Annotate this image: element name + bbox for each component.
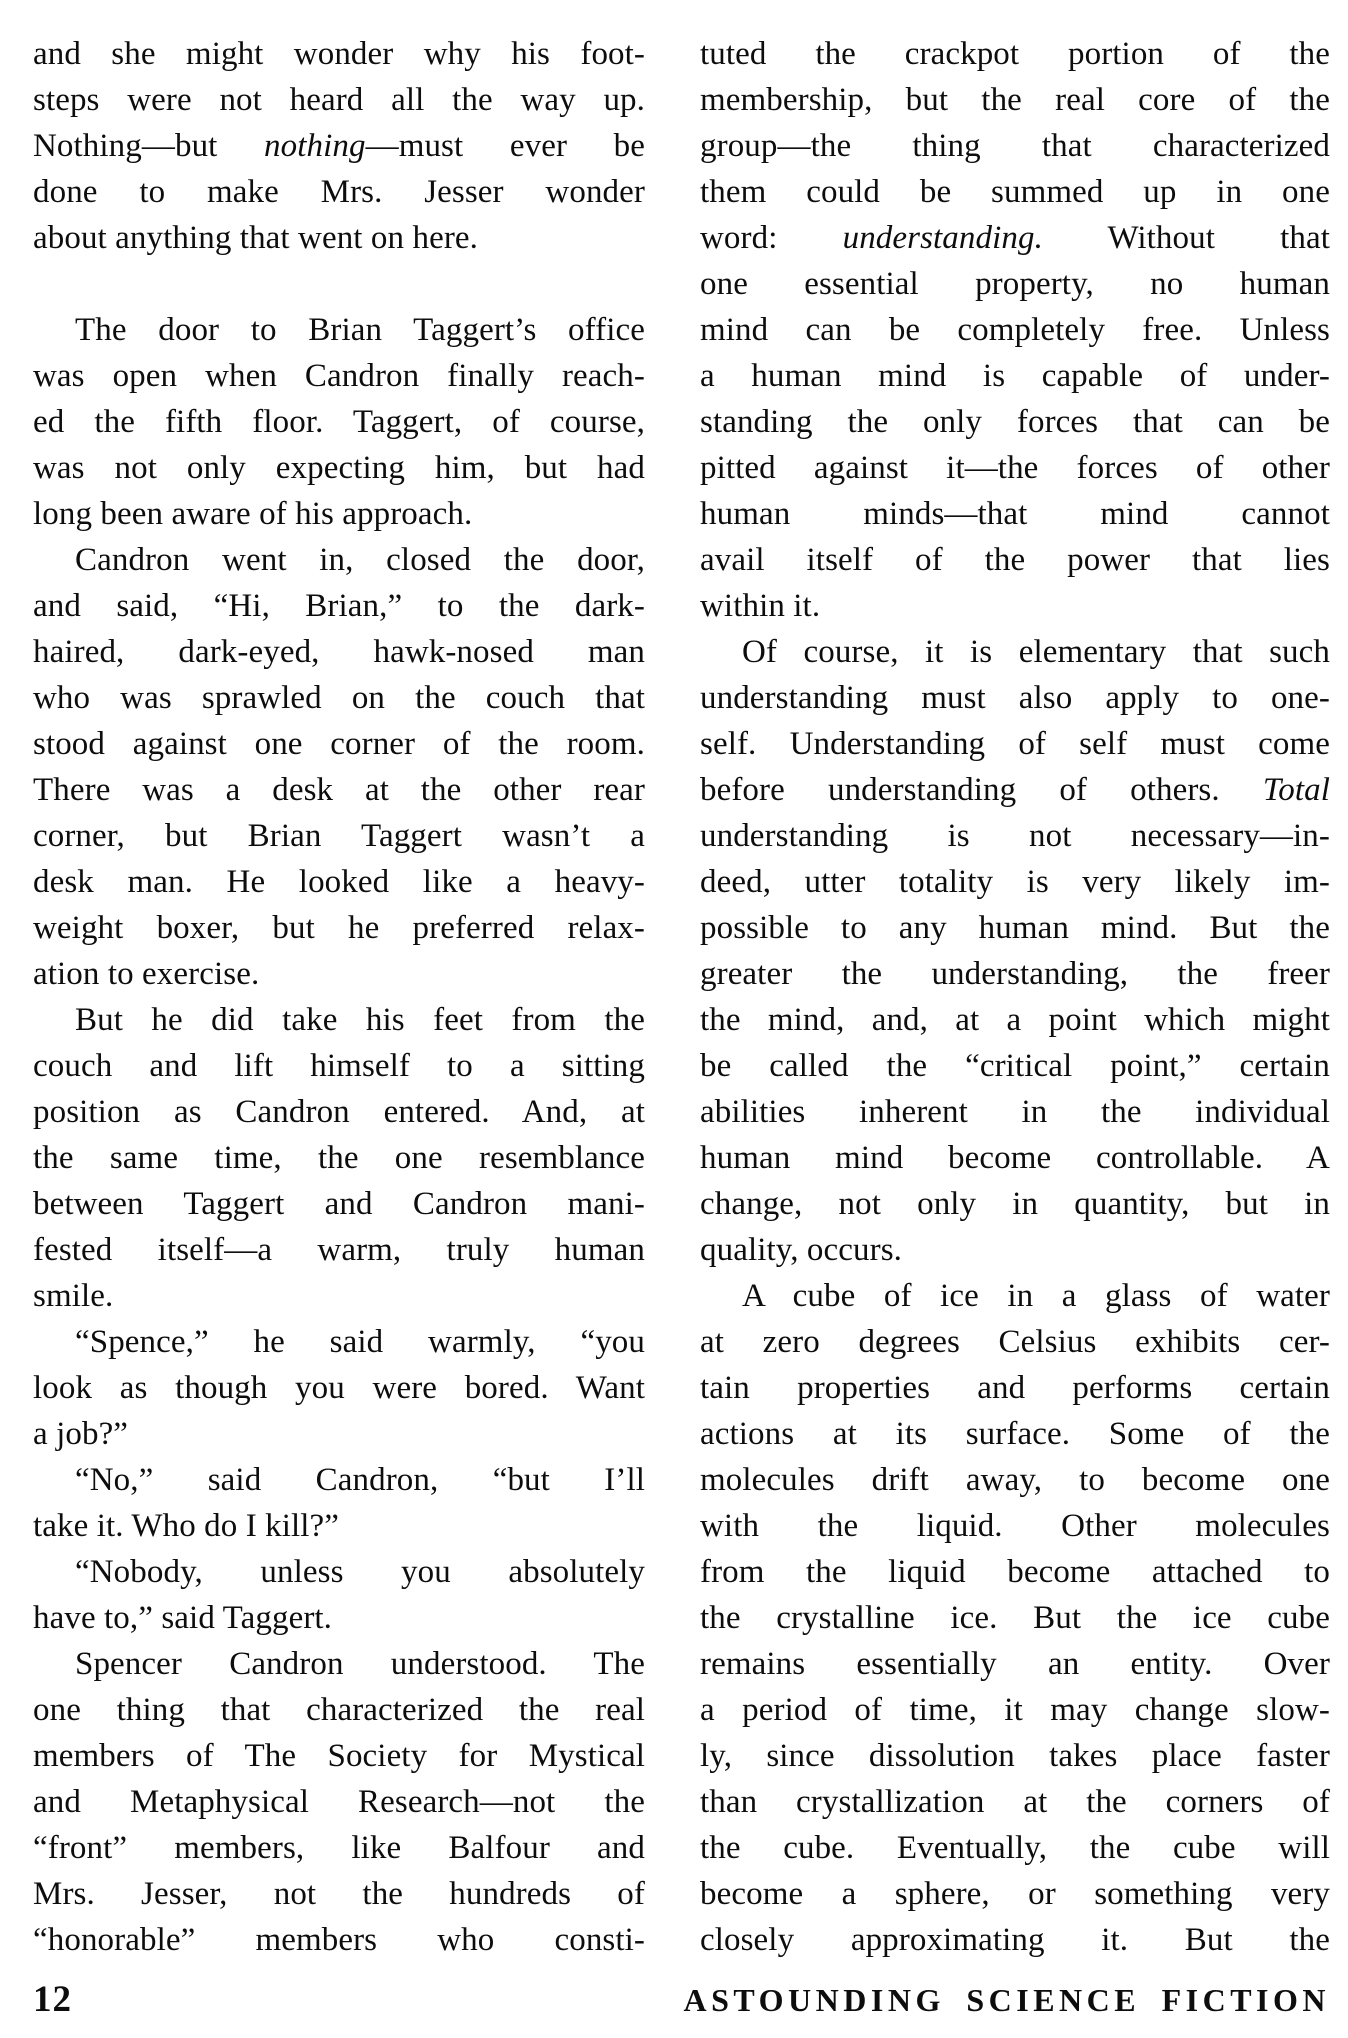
text-segment: fested itself—a warm, truly human [33, 1232, 645, 1268]
text-segment: a period of time, it may change slow- [700, 1692, 1330, 1728]
text-line [700, 1135, 1330, 1181]
italic-text-segment: understanding. [842, 220, 1043, 256]
text-line [33, 1411, 645, 1457]
text-segment: weight boxer, but he preferred relax- [33, 910, 645, 946]
text-segment: abilities inherent in the individual [700, 1094, 1330, 1130]
text-segment: take it. Who do I kill?” [33, 1508, 340, 1544]
text-line [700, 1227, 1330, 1273]
text-segment: avail itself of the power that lies [700, 542, 1330, 578]
text-line [33, 1595, 645, 1641]
text-line [700, 675, 1330, 721]
text-segment: word: [700, 220, 843, 256]
text-line [33, 537, 645, 583]
text-segment: have to,” said Taggert. [33, 1600, 333, 1636]
text-line [33, 1917, 645, 1963]
text-segment: human minds—that mind cannot [700, 496, 1330, 532]
text-line [33, 1733, 645, 1779]
text-segment: and said, “Hi, Brian,” to the dark- [33, 588, 645, 624]
paragraph [33, 537, 645, 997]
text-segment: possible to any human mind. But the [700, 910, 1330, 946]
text-line [33, 353, 645, 399]
text-line [33, 1365, 645, 1411]
paragraph [33, 1319, 645, 1457]
text-segment: position as Candron entered. And, at [33, 1094, 645, 1130]
text-segment: than crystallization at the corners of [700, 1784, 1330, 1820]
text-segment: corner, but Brian Taggert wasn’t a [33, 818, 645, 854]
text-segment: ation to exercise. [33, 956, 260, 992]
text-segment: A cube of ice in a glass of water [742, 1278, 1330, 1314]
text-segment: haired, dark-eyed, hawk-nosed man [33, 634, 645, 670]
text-segment: become a sphere, or something very [700, 1876, 1330, 1912]
paragraph [33, 31, 645, 261]
text-segment: pitted against it—the forces of other [700, 450, 1330, 486]
text-line [33, 675, 645, 721]
text-segment: Mrs. Jesser, not the hundreds of [33, 1876, 645, 1912]
text-line [700, 307, 1330, 353]
text-segment: ed the fifth floor. Taggert, of course, [33, 404, 645, 440]
text-line [700, 997, 1330, 1043]
italic-text-segment: Total [1262, 772, 1330, 808]
text-segment: membership, but the real core of the [700, 82, 1330, 118]
text-segment: But he did take his feet from the [75, 1002, 645, 1038]
paragraph [700, 1273, 1330, 1963]
text-line [700, 537, 1330, 583]
text-line [33, 859, 645, 905]
text-line [33, 1503, 645, 1549]
text-line [33, 1779, 645, 1825]
text-line [700, 1595, 1330, 1641]
page-number: 12 [33, 1979, 72, 2020]
text-segment: a human mind is capable of under- [700, 358, 1330, 394]
text-line [700, 1825, 1330, 1871]
paragraph [33, 1641, 645, 1963]
text-segment: a job?” [33, 1416, 129, 1452]
text-segment: There was a desk at the other rear [33, 772, 645, 808]
text-line [33, 1319, 645, 1365]
text-line [33, 813, 645, 859]
text-line [33, 123, 645, 169]
text-segment: and she might wonder why his foot- [33, 36, 645, 72]
text-line [700, 1917, 1330, 1963]
text-line [33, 767, 645, 813]
text-segment: the same time, the one resemblance [33, 1140, 645, 1176]
paragraph [700, 31, 1330, 629]
text-segment: human mind become controllable. A [700, 1140, 1330, 1176]
text-segment: the crystalline ice. But the ice cube [700, 1600, 1330, 1636]
text-line [700, 353, 1330, 399]
text-segment: desk man. He looked like a heavy- [33, 864, 645, 900]
text-segment: —must ever be [365, 128, 645, 164]
text-segment: and Metaphysical Research—not the [33, 1784, 645, 1820]
text-line [700, 31, 1330, 77]
text-line [700, 767, 1330, 813]
text-segment: done to make Mrs. Jesser wonder [33, 174, 645, 210]
text-segment: one thing that characterized the real [33, 1692, 645, 1728]
text-line [33, 1457, 645, 1503]
text-segment: Nothing—but [33, 128, 265, 164]
text-line [700, 1181, 1330, 1227]
text-line [33, 1549, 645, 1595]
text-segment: molecules drift away, to become one [700, 1462, 1330, 1498]
text-line [700, 1549, 1330, 1595]
text-line [700, 629, 1330, 675]
text-line [33, 1227, 645, 1273]
text-line [700, 77, 1330, 123]
text-segment: tuted the crackpot portion of the [700, 36, 1330, 72]
text-line [33, 1273, 645, 1319]
text-line [33, 1043, 645, 1089]
text-line [33, 445, 645, 491]
text-segment: from the liquid become attached to [700, 1554, 1330, 1590]
text-segment: within it. [700, 588, 821, 624]
text-segment: remains essentially an entity. Over [700, 1646, 1330, 1682]
text-segment: actions at its surface. Some of the [700, 1416, 1330, 1452]
text-segment: change, not only in quantity, but in [700, 1186, 1330, 1222]
text-line [33, 31, 645, 77]
text-line [700, 261, 1330, 307]
text-line [700, 1457, 1330, 1503]
magazine-title: ASTOUNDING SCIENCE FICTION [683, 1982, 1330, 2018]
text-segment: group—the thing that characterized [700, 128, 1330, 164]
text-segment: “front” members, like Balfour and [33, 1830, 645, 1866]
text-segment: before understanding of others. [700, 772, 1263, 808]
text-line [700, 1779, 1330, 1825]
text-segment: quality, occurs. [700, 1232, 902, 1268]
text-segment: “Nobody, unless you absolutely [75, 1554, 645, 1590]
text-segment: be called the “critical point,” certain [700, 1048, 1330, 1084]
text-segment: Candron went in, closed the door, [75, 542, 645, 578]
italic-text-segment: nothing [264, 128, 366, 164]
text-line [700, 1365, 1330, 1411]
right-text-column [700, 31, 1330, 1963]
text-segment: mind can be completely free. Unless [700, 312, 1330, 348]
text-line [700, 491, 1330, 537]
text-segment: with the liquid. Other molecules [700, 1508, 1330, 1544]
text-line [33, 1135, 645, 1181]
left-text-column [33, 31, 645, 1963]
text-line [700, 859, 1330, 905]
text-segment: understanding must also apply to one- [700, 680, 1330, 716]
text-segment: the mind, and, at a point which might [700, 1002, 1330, 1038]
page-footer [33, 1978, 1330, 2021]
text-segment: was not only expecting him, but had [33, 450, 645, 486]
text-segment: long been aware of his approach. [33, 496, 473, 532]
text-line [700, 169, 1330, 215]
text-line [700, 1411, 1330, 1457]
text-line [33, 399, 645, 445]
text-segment: between Taggert and Candron mani- [33, 1186, 645, 1222]
text-segment: members of The Society for Mystical [33, 1738, 645, 1774]
text-line [700, 1319, 1330, 1365]
text-segment: closely approximating it. But the [700, 1922, 1330, 1958]
text-line [33, 77, 645, 123]
text-line [33, 1181, 645, 1227]
paragraph [33, 1457, 645, 1549]
text-line [700, 1089, 1330, 1135]
text-line [33, 629, 645, 675]
text-line [700, 1043, 1330, 1089]
text-line [700, 1503, 1330, 1549]
text-line [33, 307, 645, 353]
text-line [33, 997, 645, 1043]
text-line [700, 905, 1330, 951]
text-line [33, 905, 645, 951]
text-line [33, 169, 645, 215]
text-segment: couch and lift himself to a sitting [33, 1048, 645, 1084]
text-segment: at zero degrees Celsius exhibits cer- [700, 1324, 1330, 1360]
paragraph [33, 997, 645, 1319]
text-line [700, 813, 1330, 859]
text-line [33, 1825, 645, 1871]
text-segment: self. Understanding of self must come [700, 726, 1330, 762]
text-segment: the cube. Eventually, the cube will [700, 1830, 1330, 1866]
text-line [700, 1687, 1330, 1733]
paragraph [33, 1549, 645, 1641]
text-line [700, 445, 1330, 491]
text-line [700, 583, 1330, 629]
text-segment: The door to Brian Taggert’s office [75, 312, 645, 348]
text-segment: ly, since dissolution takes place faster [700, 1738, 1330, 1774]
text-line [33, 1871, 645, 1917]
text-segment: “No,” said Candron, “but I’ll [75, 1462, 645, 1498]
text-line [700, 215, 1330, 261]
text-segment: Spencer Candron understood. The [75, 1646, 645, 1682]
text-segment: look as though you were bored. Want [33, 1370, 645, 1406]
text-line [33, 951, 645, 997]
text-segment: tain properties and performs certain [700, 1370, 1330, 1406]
text-segment: one essential property, no human [700, 266, 1330, 302]
text-line [700, 951, 1330, 997]
text-line [700, 721, 1330, 767]
text-segment: Of course, it is elementary that such [742, 634, 1330, 670]
text-segment: standing the only forces that can be [700, 404, 1330, 440]
text-line [700, 1733, 1330, 1779]
text-segment: “Spence,” he said warmly, “you [75, 1324, 645, 1360]
text-segment: “honorable” members who consti- [33, 1922, 645, 1958]
text-segment: greater the understanding, the freer [700, 956, 1330, 992]
text-line [700, 1273, 1330, 1319]
text-line [33, 1089, 645, 1135]
text-segment: them could be summed up in one [700, 174, 1330, 210]
text-segment: stood against one corner of the room. [33, 726, 645, 762]
text-line [33, 1641, 645, 1687]
text-segment: steps were not heard all the way up. [33, 82, 645, 118]
text-line [700, 399, 1330, 445]
text-segment: who was sprawled on the couch that [33, 680, 645, 716]
text-line [700, 1641, 1330, 1687]
text-segment: Without that [1042, 220, 1330, 256]
text-line [33, 491, 645, 537]
text-line [33, 215, 645, 261]
text-line [33, 1687, 645, 1733]
text-line [33, 721, 645, 767]
text-segment: smile. [33, 1278, 114, 1314]
text-segment: about anything that went on here. [33, 220, 479, 256]
text-line [700, 123, 1330, 169]
paragraph [700, 629, 1330, 1273]
text-line [33, 583, 645, 629]
text-segment: was open when Candron finally reach- [33, 358, 645, 394]
text-segment: understanding is not necessary—in- [700, 818, 1330, 854]
paragraph [33, 307, 645, 537]
text-line [700, 1871, 1330, 1917]
text-segment: deed, utter totality is very likely im- [700, 864, 1330, 900]
